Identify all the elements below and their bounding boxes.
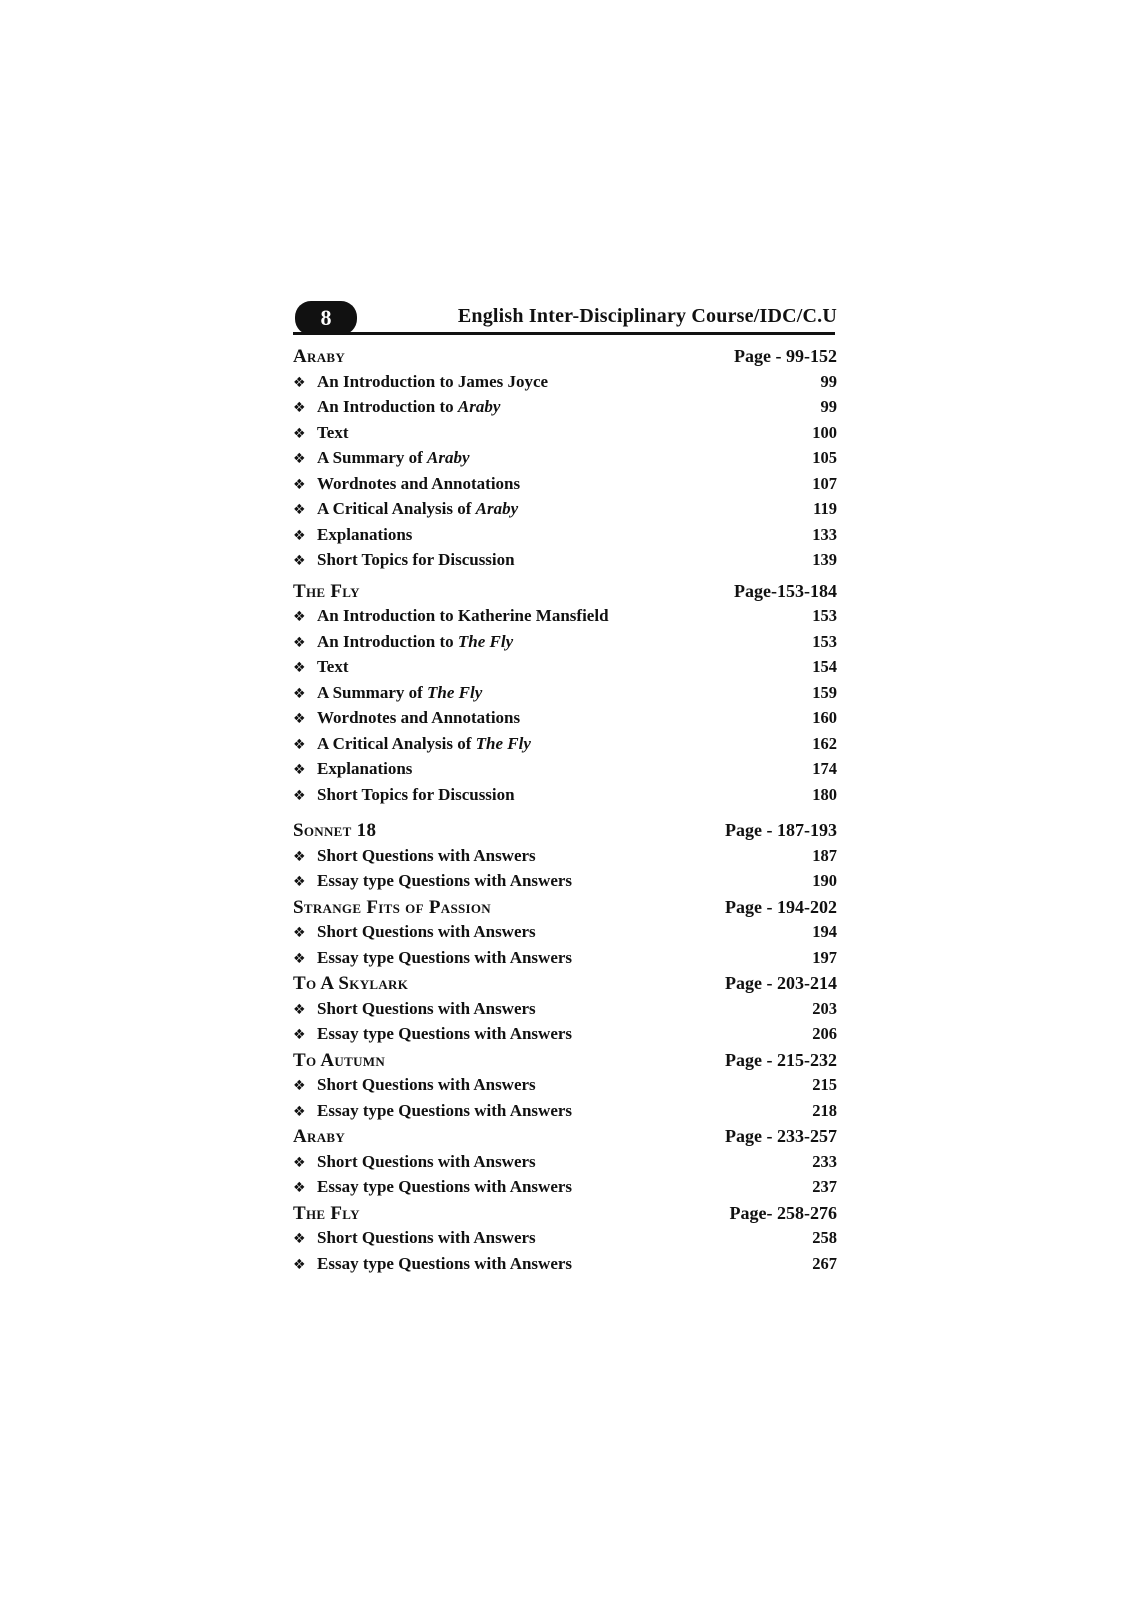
toc-section (293, 344, 837, 574)
toc-entry (293, 1175, 837, 1201)
section-page-range: Page - 215-232 (725, 1049, 837, 1070)
page-number: 8 (320, 305, 332, 330)
section-header (293, 1201, 837, 1227)
diamond-bullet-icon: ❖ (293, 634, 306, 651)
section-title: The Fly (293, 1202, 360, 1224)
entry-label (317, 1099, 812, 1124)
entry-page-number: 237 (812, 1177, 837, 1196)
entry-text: Explanations (317, 524, 413, 544)
entry-page-number: 153 (812, 606, 837, 625)
entry-label (317, 523, 812, 548)
toc-entry (293, 844, 837, 870)
entry-label (317, 655, 812, 680)
entry-text: Text (317, 422, 349, 442)
section-header (293, 1124, 837, 1150)
entry-text: Essay type Questions with Answers (317, 1253, 573, 1273)
toc-entry (293, 1022, 837, 1048)
section-header (293, 579, 837, 605)
entry-page-number: 99 (820, 371, 837, 391)
entry-label (317, 681, 812, 706)
toc-entry (293, 497, 837, 523)
section-page-range: Page- 258-276 (729, 1202, 837, 1223)
entry-page-number: 258 (812, 1228, 837, 1247)
entry-page-number: 215 (812, 1075, 837, 1094)
diamond-bullet-icon: ❖ (293, 553, 306, 569)
diamond-bullet-icon: ❖ (293, 374, 306, 391)
toc-entry (293, 1099, 837, 1125)
diamond-bullet-icon: ❖ (293, 502, 306, 518)
entry-page-number: 233 (812, 1151, 837, 1171)
entry-title-italic: Araby (427, 448, 470, 467)
section-page-range: Page-153-184 (734, 580, 837, 601)
entry-page-number: 99 (820, 397, 837, 416)
diamond-bullet-icon: ❖ (293, 874, 306, 890)
entry-text: Short Questions with Answers (317, 922, 536, 941)
toc-entry (293, 446, 837, 472)
diamond-bullet-icon: ❖ (293, 1231, 306, 1247)
diamond-bullet-icon: ❖ (293, 1256, 306, 1273)
toc-entry (293, 1073, 837, 1099)
entry-text: A Summary of (317, 682, 428, 702)
entry-page-number: 218 (812, 1100, 837, 1120)
toc-entry (293, 1150, 837, 1176)
section-title: Strange Fits of Passion (293, 896, 491, 918)
entry-text: Wordnotes and Annotations (317, 708, 521, 727)
running-header-title: English Inter-Disciplinary Course/IDC/C.U (457, 305, 837, 327)
toc-entry (293, 472, 837, 498)
entry-label (317, 421, 812, 446)
entry-label (317, 783, 812, 808)
entry-text: Short Questions with Answers (317, 998, 536, 1018)
section-header (293, 344, 837, 370)
entry-label (317, 732, 812, 757)
diamond-bullet-icon: ❖ (293, 476, 306, 493)
toc-section (293, 895, 837, 972)
section-title: Araby (293, 1126, 346, 1147)
entry-label (317, 1175, 812, 1200)
entry-text: Short Questions with Answers (317, 1228, 536, 1247)
entry-title-italic: Araby (457, 397, 501, 416)
diamond-bullet-icon: ❖ (293, 925, 306, 941)
entry-page-number: 160 (812, 708, 837, 727)
section-page-range: Page - 194-202 (725, 896, 837, 917)
entry-label (317, 757, 812, 782)
header-rule (293, 332, 835, 335)
toc-entry (293, 732, 837, 758)
entry-page-number: 197 (812, 947, 837, 967)
entry-page-number: 105 (812, 448, 837, 467)
entry-label (317, 446, 812, 471)
toc-section (293, 971, 837, 1048)
entry-text: Text (317, 657, 349, 676)
toc-entry (293, 604, 837, 630)
entry-label (317, 497, 813, 522)
entry-page-number: 133 (812, 524, 837, 544)
entry-label (317, 1226, 812, 1251)
entry-text: A Critical Analysis of (317, 733, 476, 753)
table-of-contents (293, 344, 837, 1277)
section-header (293, 1048, 837, 1074)
entry-title-italic: The Fly (427, 682, 483, 702)
diamond-bullet-icon: ❖ (293, 1027, 306, 1043)
section-title: To Autumn (293, 1049, 386, 1071)
diamond-bullet-icon: ❖ (293, 1103, 306, 1120)
entry-label (317, 1252, 812, 1277)
entry-label (317, 1022, 812, 1047)
entry-label (317, 370, 821, 395)
page-number-badge (295, 301, 357, 335)
toc-entry (293, 523, 837, 549)
toc-entry (293, 1226, 837, 1252)
diamond-bullet-icon: ❖ (293, 1001, 306, 1018)
section-title: Sonnet 18 (293, 820, 377, 841)
section-page-range: Page - 99-152 (734, 346, 837, 366)
toc-section (293, 1048, 837, 1125)
diamond-bullet-icon: ❖ (293, 762, 306, 778)
entry-text: A Critical Analysis of (317, 499, 476, 518)
entry-page-number: 267 (812, 1253, 837, 1273)
section-title: To A Skylark (293, 973, 409, 994)
entry-page-number: 206 (812, 1024, 837, 1043)
entry-text: An Introduction to James Joyce (317, 371, 549, 391)
diamond-bullet-icon: ❖ (293, 848, 306, 865)
diamond-bullet-icon: ❖ (293, 736, 306, 753)
entry-title-italic: The Fly (475, 733, 531, 753)
entry-page-number: 190 (812, 871, 837, 890)
toc-entry (293, 783, 837, 809)
entry-page-number: 162 (812, 733, 837, 753)
section-header (293, 818, 837, 844)
entry-label (317, 548, 812, 573)
entry-text: Essay type Questions with Answers (317, 1177, 573, 1196)
toc-entry (293, 655, 837, 681)
entry-text: A Summary of (317, 448, 428, 467)
section-page-range: Page - 203-214 (725, 973, 837, 993)
entry-page-number: 139 (812, 550, 837, 569)
diamond-bullet-icon: ❖ (293, 527, 306, 544)
entry-page-number: 153 (812, 631, 837, 651)
entry-page-number: 100 (812, 422, 837, 442)
diamond-bullet-icon: ❖ (293, 950, 306, 967)
diamond-bullet-icon: ❖ (293, 685, 306, 702)
entry-label (317, 395, 821, 420)
entry-page-number: 203 (812, 998, 837, 1018)
entry-text: An Introduction to (317, 631, 458, 651)
page-content (293, 296, 837, 1277)
diamond-bullet-icon: ❖ (293, 787, 306, 804)
entry-label (317, 920, 812, 945)
entry-text: An Introduction to Katherine Mansfield (317, 606, 609, 625)
entry-text: Essay type Questions with Answers (317, 1100, 573, 1120)
entry-text: Essay type Questions with Answers (317, 1024, 573, 1043)
entry-label (317, 1073, 812, 1098)
section-header (293, 971, 837, 997)
diamond-bullet-icon: ❖ (293, 660, 306, 676)
diamond-bullet-icon: ❖ (293, 1154, 306, 1171)
diamond-bullet-icon: ❖ (293, 451, 306, 467)
entry-label (317, 630, 812, 655)
entry-text: Short Questions with Answers (317, 1075, 536, 1094)
toc-entry (293, 757, 837, 783)
entry-label (317, 1150, 812, 1175)
toc-entry (293, 920, 837, 946)
entry-title-italic: The Fly (457, 631, 514, 651)
entry-page-number: 187 (812, 845, 837, 865)
toc-entry (293, 548, 837, 574)
section-header (293, 895, 837, 921)
toc-section (293, 1124, 837, 1201)
entry-page-number: 180 (812, 784, 837, 804)
diamond-bullet-icon: ❖ (293, 711, 306, 727)
entry-label (317, 604, 812, 629)
entry-label (317, 946, 812, 971)
entry-title-italic: Araby (475, 499, 519, 518)
diamond-bullet-icon: ❖ (293, 1078, 306, 1094)
entry-page-number: 154 (812, 657, 837, 676)
entry-label (317, 844, 812, 869)
toc-section (293, 579, 837, 809)
entry-page-number: 174 (812, 759, 837, 778)
toc-entry (293, 681, 837, 707)
entry-text: Short Topics for Discussion (317, 784, 515, 804)
toc-section (293, 818, 837, 895)
toc-entry (293, 869, 837, 895)
entry-text: Essay type Questions with Answers (317, 947, 573, 967)
diamond-bullet-icon: ❖ (293, 609, 306, 625)
entry-text: Essay type Questions with Answers (317, 871, 573, 890)
toc-entry (293, 630, 837, 656)
entry-page-number: 194 (812, 922, 837, 941)
diamond-bullet-icon: ❖ (293, 400, 306, 416)
entry-page-number: 159 (812, 682, 837, 702)
entry-label (317, 706, 812, 731)
diamond-bullet-icon: ❖ (293, 1180, 306, 1196)
toc-entry (293, 946, 837, 972)
entry-page-number: 119 (813, 499, 837, 518)
section-page-range: Page - 233-257 (725, 1126, 837, 1146)
toc-entry (293, 706, 837, 732)
diamond-bullet-icon: ❖ (293, 425, 306, 442)
toc-entry (293, 1252, 837, 1278)
entry-text: Short Topics for Discussion (317, 550, 515, 569)
toc-entry (293, 421, 837, 447)
entry-label (317, 472, 812, 497)
toc-entry (293, 370, 837, 396)
entry-text: Wordnotes and Annotations (317, 473, 521, 493)
entry-label (317, 869, 812, 894)
section-page-range: Page - 187-193 (725, 820, 837, 840)
section-title: Araby (293, 346, 346, 367)
toc-section (293, 1201, 837, 1278)
entry-label (317, 997, 812, 1022)
page-header (293, 296, 837, 335)
toc-entry (293, 395, 837, 421)
entry-text: Short Questions with Answers (317, 1151, 536, 1171)
entry-text: Explanations (317, 759, 413, 778)
section-title: The Fly (293, 580, 360, 602)
entry-page-number: 107 (812, 473, 837, 493)
entry-text: An Introduction to (317, 397, 458, 416)
entry-text: Short Questions with Answers (317, 845, 536, 865)
toc-entry (293, 997, 837, 1023)
